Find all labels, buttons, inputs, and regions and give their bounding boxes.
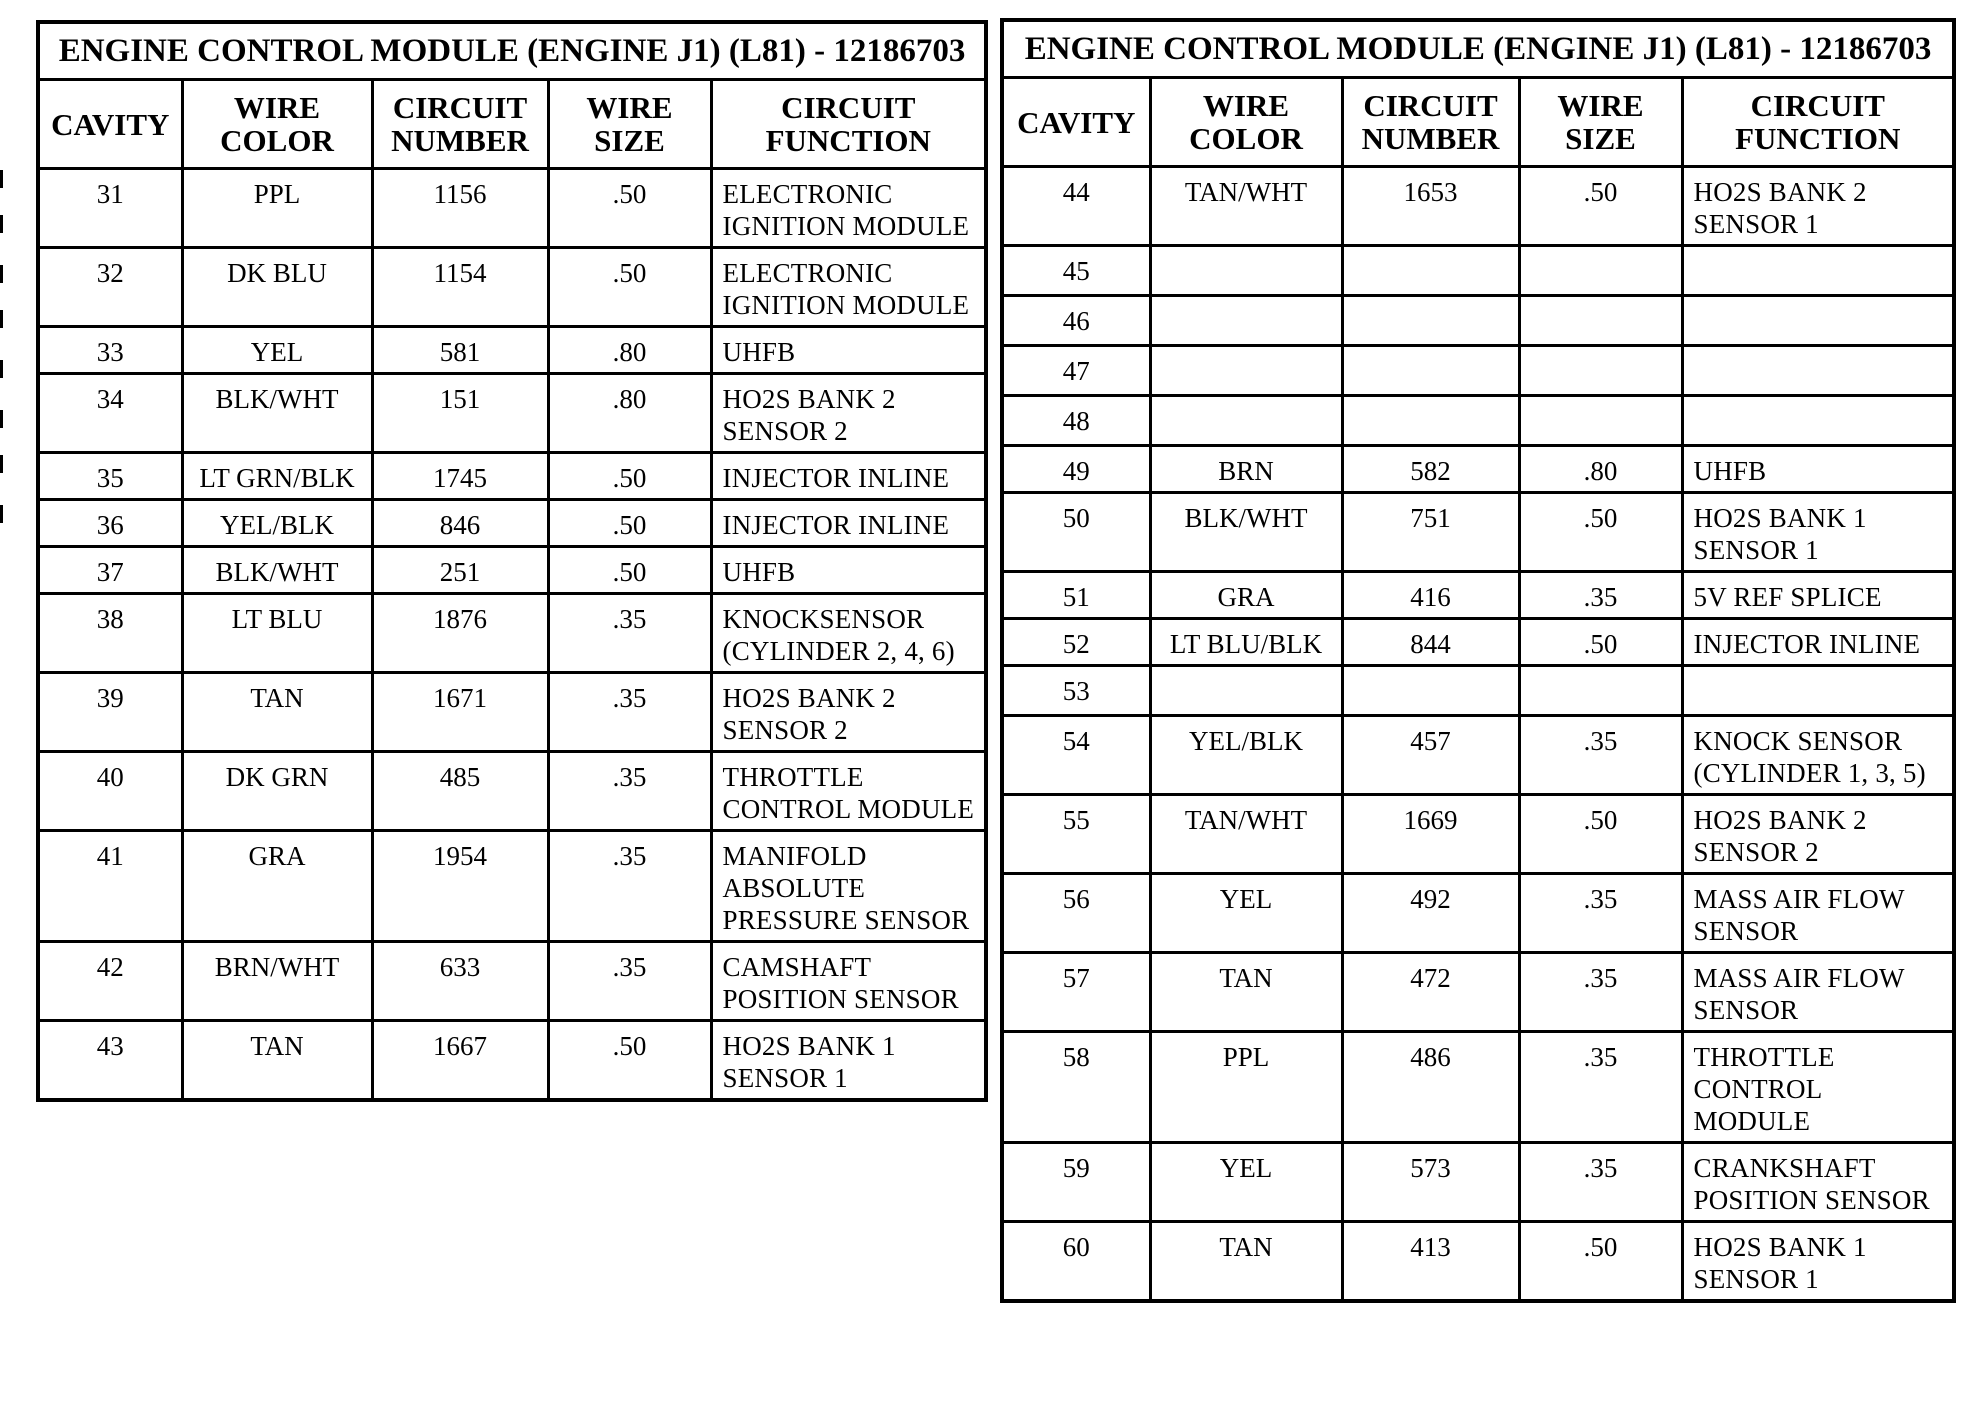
cell-cavity: 36 [38,500,182,547]
cell-circuit-function: CAMSHAFT POSITION SENSOR [711,942,986,1021]
cell-circuit-number: 1745 [372,453,548,500]
cell-cavity: 47 [1002,346,1150,396]
cell-wire-color [1150,346,1342,396]
edge-mark [0,505,3,523]
cell-circuit-number: 1669 [1342,795,1519,874]
table-row [1002,795,1954,874]
cell-circuit-function [1682,666,1954,716]
cell-wire-size: .35 [548,673,711,752]
cell-cavity: 58 [1002,1032,1150,1143]
cell-circuit-number: 1876 [372,594,548,673]
table-row [1002,716,1954,795]
cell-wire-size: .35 [1519,1032,1682,1143]
cell-wire-color: DK BLU [182,248,372,327]
cell-wire-color: TAN [1150,1222,1342,1302]
cell-wire-size: .35 [548,752,711,831]
edge-mark [0,265,3,283]
cell-wire-size: .35 [548,942,711,1021]
cell-circuit-number: 1154 [372,248,548,327]
cell-cavity: 45 [1002,246,1150,296]
cell-wire-size [1519,346,1682,396]
cell-wire-size: .35 [548,594,711,673]
cell-circuit-function: CRANKSHAFT POSITION SENSOR [1682,1143,1954,1222]
header-wire-size: WIRE SIZE [548,80,711,169]
cell-wire-color: LT GRN/BLK [182,453,372,500]
cell-cavity: 57 [1002,953,1150,1032]
table-row [1002,666,1954,716]
cell-wire-size: .80 [548,374,711,453]
cell-wire-size: .50 [548,453,711,500]
cell-wire-size: .35 [1519,953,1682,1032]
table-row [38,327,986,374]
table-row [1002,446,1954,493]
table-row [38,169,986,248]
cell-wire-color: TAN [182,673,372,752]
cell-circuit-function: MANIFOLD ABSOLUTE PRESSURE SENSOR [711,831,986,942]
cell-cavity: 53 [1002,666,1150,716]
cell-wire-size: .35 [548,831,711,942]
edge-mark [0,170,3,188]
cell-wire-color: PPL [182,169,372,248]
cell-wire-color [1150,396,1342,446]
table-row [38,752,986,831]
cell-circuit-number: 151 [372,374,548,453]
cell-circuit-number: 1671 [372,673,548,752]
cell-circuit-number: 1667 [372,1021,548,1101]
cell-wire-color: LT BLU/BLK [1150,619,1342,666]
header-circuit-function: CIRCUIT FUNCTION [1682,78,1954,167]
table-row [38,942,986,1021]
cell-circuit-function: HO2S BANK 1 SENSOR 1 [1682,1222,1954,1302]
cell-circuit-number: 413 [1342,1222,1519,1302]
cell-wire-size: .35 [1519,874,1682,953]
cell-cavity: 43 [38,1021,182,1101]
header-wire-color: WIRE COLOR [182,80,372,169]
cell-circuit-number: 633 [372,942,548,1021]
cell-wire-size: .50 [1519,493,1682,572]
table-row [1002,619,1954,666]
cell-wire-color: BLK/WHT [182,374,372,453]
cell-circuit-number: 1653 [1342,167,1519,246]
cell-wire-size: .50 [1519,619,1682,666]
cell-wire-size: .80 [548,327,711,374]
table-row [1002,953,1954,1032]
cell-cavity: 31 [38,169,182,248]
table-row [1002,493,1954,572]
cell-circuit-function: ELECTRONIC IGNITION MODULE [711,169,986,248]
cell-wire-size: .50 [548,1021,711,1101]
cell-circuit-number: 472 [1342,953,1519,1032]
cell-cavity: 39 [38,673,182,752]
cell-wire-color: TAN [1150,953,1342,1032]
cell-circuit-number [1342,396,1519,446]
cell-wire-size: .50 [548,169,711,248]
table-row [1002,1222,1954,1302]
cell-circuit-number: 751 [1342,493,1519,572]
cell-wire-size [1519,666,1682,716]
cell-wire-size [1519,296,1682,346]
header-wire-size: WIRE SIZE [1519,78,1682,167]
cell-wire-color: YEL [1150,1143,1342,1222]
cell-cavity: 60 [1002,1222,1150,1302]
connector-table-right [1000,18,1956,1303]
cell-wire-color: PPL [1150,1032,1342,1143]
header-circuit-function: CIRCUIT FUNCTION [711,80,986,169]
cell-circuit-number: 492 [1342,874,1519,953]
cell-wire-size [1519,246,1682,296]
edge-mark [0,215,3,233]
cell-circuit-number: 457 [1342,716,1519,795]
cell-circuit-function: KNOCKSENSOR (CYLINDER 2, 4, 6) [711,594,986,673]
cell-circuit-number [1342,346,1519,396]
cell-cavity: 40 [38,752,182,831]
cell-circuit-function: HO2S BANK 1 SENSOR 1 [1682,493,1954,572]
cell-wire-color: BLK/WHT [1150,493,1342,572]
cell-circuit-number [1342,246,1519,296]
table-row [38,374,986,453]
cell-cavity: 38 [38,594,182,673]
table-row [1002,396,1954,446]
cell-circuit-function: 5V REF SPLICE [1682,572,1954,619]
cell-circuit-function: MASS AIR FLOW SENSOR [1682,953,1954,1032]
cell-circuit-function: INJECTOR INLINE [1682,619,1954,666]
cell-cavity: 42 [38,942,182,1021]
cell-circuit-function: THROTTLE CONTROL MODULE [711,752,986,831]
cell-wire-color: TAN/WHT [1150,167,1342,246]
cell-circuit-number [1342,666,1519,716]
cell-circuit-number: 416 [1342,572,1519,619]
cell-cavity: 52 [1002,619,1150,666]
edge-mark [0,310,3,328]
cell-circuit-number: 581 [372,327,548,374]
cell-circuit-function: UHFB [1682,446,1954,493]
edge-mark [0,410,3,428]
cell-circuit-function [1682,396,1954,446]
cell-circuit-function: MASS AIR FLOW SENSOR [1682,874,1954,953]
cell-wire-color: BRN/WHT [182,942,372,1021]
cell-cavity: 55 [1002,795,1150,874]
header-cavity: CAVITY [38,80,182,169]
table-row [1002,874,1954,953]
header-cavity: CAVITY [1002,78,1150,167]
cell-wire-color: YEL [182,327,372,374]
cell-wire-size: .50 [1519,795,1682,874]
cell-circuit-function: HO2S BANK 2 SENSOR 1 [1682,167,1954,246]
cell-wire-color: YEL [1150,874,1342,953]
cell-circuit-function: INJECTOR INLINE [711,500,986,547]
cell-circuit-number: 1954 [372,831,548,942]
cell-wire-color: BLK/WHT [182,547,372,594]
cell-cavity: 37 [38,547,182,594]
cell-wire-color [1150,296,1342,346]
table-row [1002,296,1954,346]
table-title: ENGINE CONTROL MODULE (ENGINE J1) (L81) - 12186703 [1002,20,1954,78]
table-row [38,673,986,752]
cell-circuit-number [1342,296,1519,346]
table-row [38,1021,986,1101]
cell-circuit-number: 1156 [372,169,548,248]
cell-wire-color: TAN [182,1021,372,1101]
cell-circuit-function [1682,246,1954,296]
header-wire-color: WIRE COLOR [1150,78,1342,167]
cell-wire-color: BRN [1150,446,1342,493]
cell-circuit-function [1682,346,1954,396]
cell-wire-color [1150,666,1342,716]
cell-wire-color: LT BLU [182,594,372,673]
cell-cavity: 56 [1002,874,1150,953]
table-row [1002,167,1954,246]
cell-cavity: 35 [38,453,182,500]
cell-wire-color: YEL/BLK [182,500,372,547]
cell-wire-size: .35 [1519,572,1682,619]
cell-cavity: 33 [38,327,182,374]
table-row [38,500,986,547]
cell-wire-size: .50 [548,500,711,547]
cell-wire-color: YEL/BLK [1150,716,1342,795]
cell-circuit-function: INJECTOR INLINE [711,453,986,500]
edge-mark [0,455,3,473]
table-row [1002,1032,1954,1143]
cell-cavity: 49 [1002,446,1150,493]
cell-circuit-function: UHFB [711,547,986,594]
cell-circuit-number: 486 [1342,1032,1519,1143]
table-row [38,248,986,327]
cell-circuit-number: 846 [372,500,548,547]
cell-circuit-number: 573 [1342,1143,1519,1222]
cell-cavity: 41 [38,831,182,942]
cell-circuit-number: 251 [372,547,548,594]
cell-circuit-function: UHFB [711,327,986,374]
cell-cavity: 59 [1002,1143,1150,1222]
cell-circuit-number: 485 [372,752,548,831]
cell-wire-size [1519,396,1682,446]
table-row [38,547,986,594]
cell-cavity: 44 [1002,167,1150,246]
cell-cavity: 32 [38,248,182,327]
header-circuit-number: CIRCUIT NUMBER [372,80,548,169]
cell-wire-color [1150,246,1342,296]
cell-wire-color: DK GRN [182,752,372,831]
cell-wire-size: .50 [548,248,711,327]
cell-wire-size: .50 [548,547,711,594]
cell-wire-color: GRA [1150,572,1342,619]
cell-wire-size: .35 [1519,716,1682,795]
cell-cavity: 34 [38,374,182,453]
table-row [1002,572,1954,619]
cell-circuit-function: THROTTLE CONTROL MODULE [1682,1032,1954,1143]
table-row [38,453,986,500]
cell-circuit-function: HO2S BANK 1 SENSOR 1 [711,1021,986,1101]
cell-cavity: 48 [1002,396,1150,446]
cell-circuit-function [1682,296,1954,346]
edge-mark [0,360,3,378]
cell-circuit-function: HO2S BANK 2 SENSOR 2 [1682,795,1954,874]
connector-table-left [36,20,988,1102]
table-row [1002,346,1954,396]
table-title: ENGINE CONTROL MODULE (ENGINE J1) (L81) - 12186703 [38,22,986,80]
cell-circuit-number: 582 [1342,446,1519,493]
cell-wire-size: .50 [1519,1222,1682,1302]
cell-circuit-number: 844 [1342,619,1519,666]
table-row [1002,1143,1954,1222]
cell-cavity: 50 [1002,493,1150,572]
table-row [38,831,986,942]
cell-wire-size: .80 [1519,446,1682,493]
cell-cavity: 54 [1002,716,1150,795]
cell-circuit-function: HO2S BANK 2 SENSOR 2 [711,374,986,453]
cell-wire-color: GRA [182,831,372,942]
table-row [1002,246,1954,296]
cell-wire-size: .35 [1519,1143,1682,1222]
cell-wire-size: .50 [1519,167,1682,246]
cell-circuit-function: ELECTRONIC IGNITION MODULE [711,248,986,327]
table-row [38,594,986,673]
cell-cavity: 46 [1002,296,1150,346]
header-circuit-number: CIRCUIT NUMBER [1342,78,1519,167]
cell-circuit-function: HO2S BANK 2 SENSOR 2 [711,673,986,752]
cell-circuit-function: KNOCK SENSOR (CYLINDER 1, 3, 5) [1682,716,1954,795]
cell-wire-color: TAN/WHT [1150,795,1342,874]
cell-cavity: 51 [1002,572,1150,619]
